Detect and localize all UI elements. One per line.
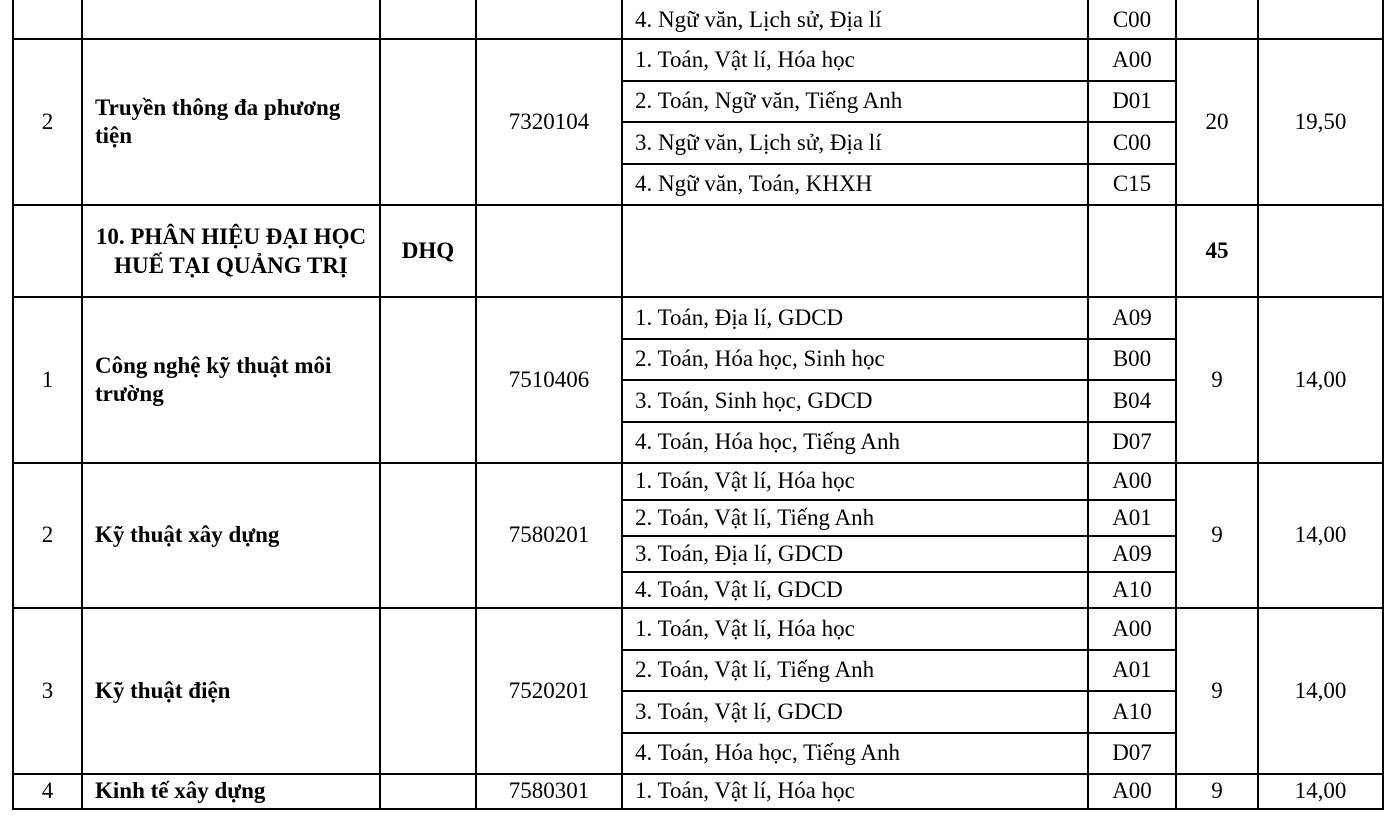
combination-code-cell: B04 <box>1112 387 1152 413</box>
combination-cell: 4. Toán, Hóa học, Tiếng Anh <box>635 429 901 455</box>
combination-code-cell: A09 <box>1112 304 1152 330</box>
major-name-cell: Kỹ thuật điện <box>95 677 231 703</box>
stt-cell: 2 <box>41 522 54 548</box>
score-cell: 14,00 <box>1294 522 1347 548</box>
combination-code-cell: A00 <box>1112 46 1152 72</box>
combination-cell: 3. Ngữ văn, Lịch sử, Địa lí <box>635 129 882 155</box>
section-code: DHQ <box>401 237 455 263</box>
combination-cell: 2. Toán, Hóa học, Sinh học <box>635 346 885 372</box>
combination-cell: 4. Ngữ văn, Lịch sử, Địa lí <box>635 6 882 32</box>
combination-code-cell: A01 <box>1112 504 1152 530</box>
combination-code-cell: A00 <box>1112 615 1152 641</box>
combination-cell: 1. Toán, Vật lí, Hóa học <box>635 778 855 804</box>
major-code-cell: 7520201 <box>508 677 590 703</box>
combination-cell: 2. Toán, Vật lí, Tiếng Anh <box>635 657 875 683</box>
combination-cell: 3. Toán, Địa lí, GDCD <box>635 540 844 566</box>
combination-cell: 2. Toán, Ngữ văn, Tiếng Anh <box>635 88 903 114</box>
combination-code-cell: A01 <box>1112 657 1152 683</box>
quota-cell: 9 <box>1211 677 1223 703</box>
combination-cell: 2. Toán, Vật lí, Tiếng Anh <box>635 504 875 530</box>
major-name-cell: Truyền thông đa phương tiện <box>95 94 341 148</box>
combination-cell: 4. Toán, Vật lí, GDCD <box>635 576 843 602</box>
combination-code-cell: A10 <box>1112 576 1152 602</box>
combination-code-cell: D07 <box>1112 429 1152 455</box>
section-quota: 45 <box>1205 237 1229 263</box>
combination-cell: 4. Ngữ văn, Toán, KHXH <box>635 171 873 197</box>
score-cell: 14,00 <box>1294 677 1347 703</box>
combination-cell: 3. Toán, Sinh học, GDCD <box>635 387 873 413</box>
major-name-cell: Kinh tế xây dựng <box>95 778 266 804</box>
combination-cell: 1. Toán, Địa lí, GDCD <box>635 304 844 330</box>
combination-code-cell: A10 <box>1112 698 1152 724</box>
combination-code-cell: C00 <box>1112 129 1152 155</box>
major-code-cell: 7580301 <box>508 778 590 804</box>
score-cell: 14,00 <box>1294 366 1347 392</box>
combination-code-cell: B00 <box>1112 346 1152 372</box>
score-cell: 14,00 <box>1294 778 1347 804</box>
major-code-cell: 7320104 <box>508 108 590 134</box>
stt-cell: 1 <box>41 366 54 392</box>
combination-code-cell: C15 <box>1112 171 1152 197</box>
combination-cell: 1. Toán, Vật lí, Hóa học <box>635 468 855 494</box>
major-name-cell: Kỹ thuật xây dựng <box>95 522 280 548</box>
combination-code-cell: A09 <box>1112 540 1152 566</box>
score-cell: 19,50 <box>1294 108 1347 134</box>
stt-cell: 2 <box>41 108 54 134</box>
stt-cell: 3 <box>41 677 54 703</box>
combination-code-cell: D07 <box>1112 740 1152 766</box>
quota-cell: 9 <box>1211 366 1223 392</box>
major-code-cell: 7580201 <box>508 522 590 548</box>
stt-cell: 4 <box>41 778 54 804</box>
major-name-cell: Công nghệ kỹ thuật môi trường <box>95 352 332 406</box>
major-code-cell: 7510406 <box>508 366 590 392</box>
combination-code-cell: A00 <box>1112 778 1152 804</box>
combination-cell: 4. Toán, Hóa học, Tiếng Anh <box>635 740 901 766</box>
combination-cell: 1. Toán, Vật lí, Hóa học <box>635 46 855 72</box>
quota-cell: 9 <box>1211 778 1223 804</box>
section-title: 10. PHÂN HIỆU ĐẠI HỌC HUẾ TẠI QUẢNG TRỊ <box>95 223 367 278</box>
combination-cell: 3. Toán, Vật lí, GDCD <box>635 698 843 724</box>
quota-cell: 20 <box>1205 108 1229 134</box>
combination-code-cell: A00 <box>1112 468 1152 494</box>
grid-line <box>12 808 1384 810</box>
grid-line <box>379 0 381 810</box>
combination-code-cell: D01 <box>1112 88 1152 114</box>
combination-code-cell: C00 <box>1112 6 1152 32</box>
grid-line <box>1382 0 1384 810</box>
quota-cell: 9 <box>1211 522 1223 548</box>
combination-cell: 1. Toán, Vật lí, Hóa học <box>635 615 855 641</box>
